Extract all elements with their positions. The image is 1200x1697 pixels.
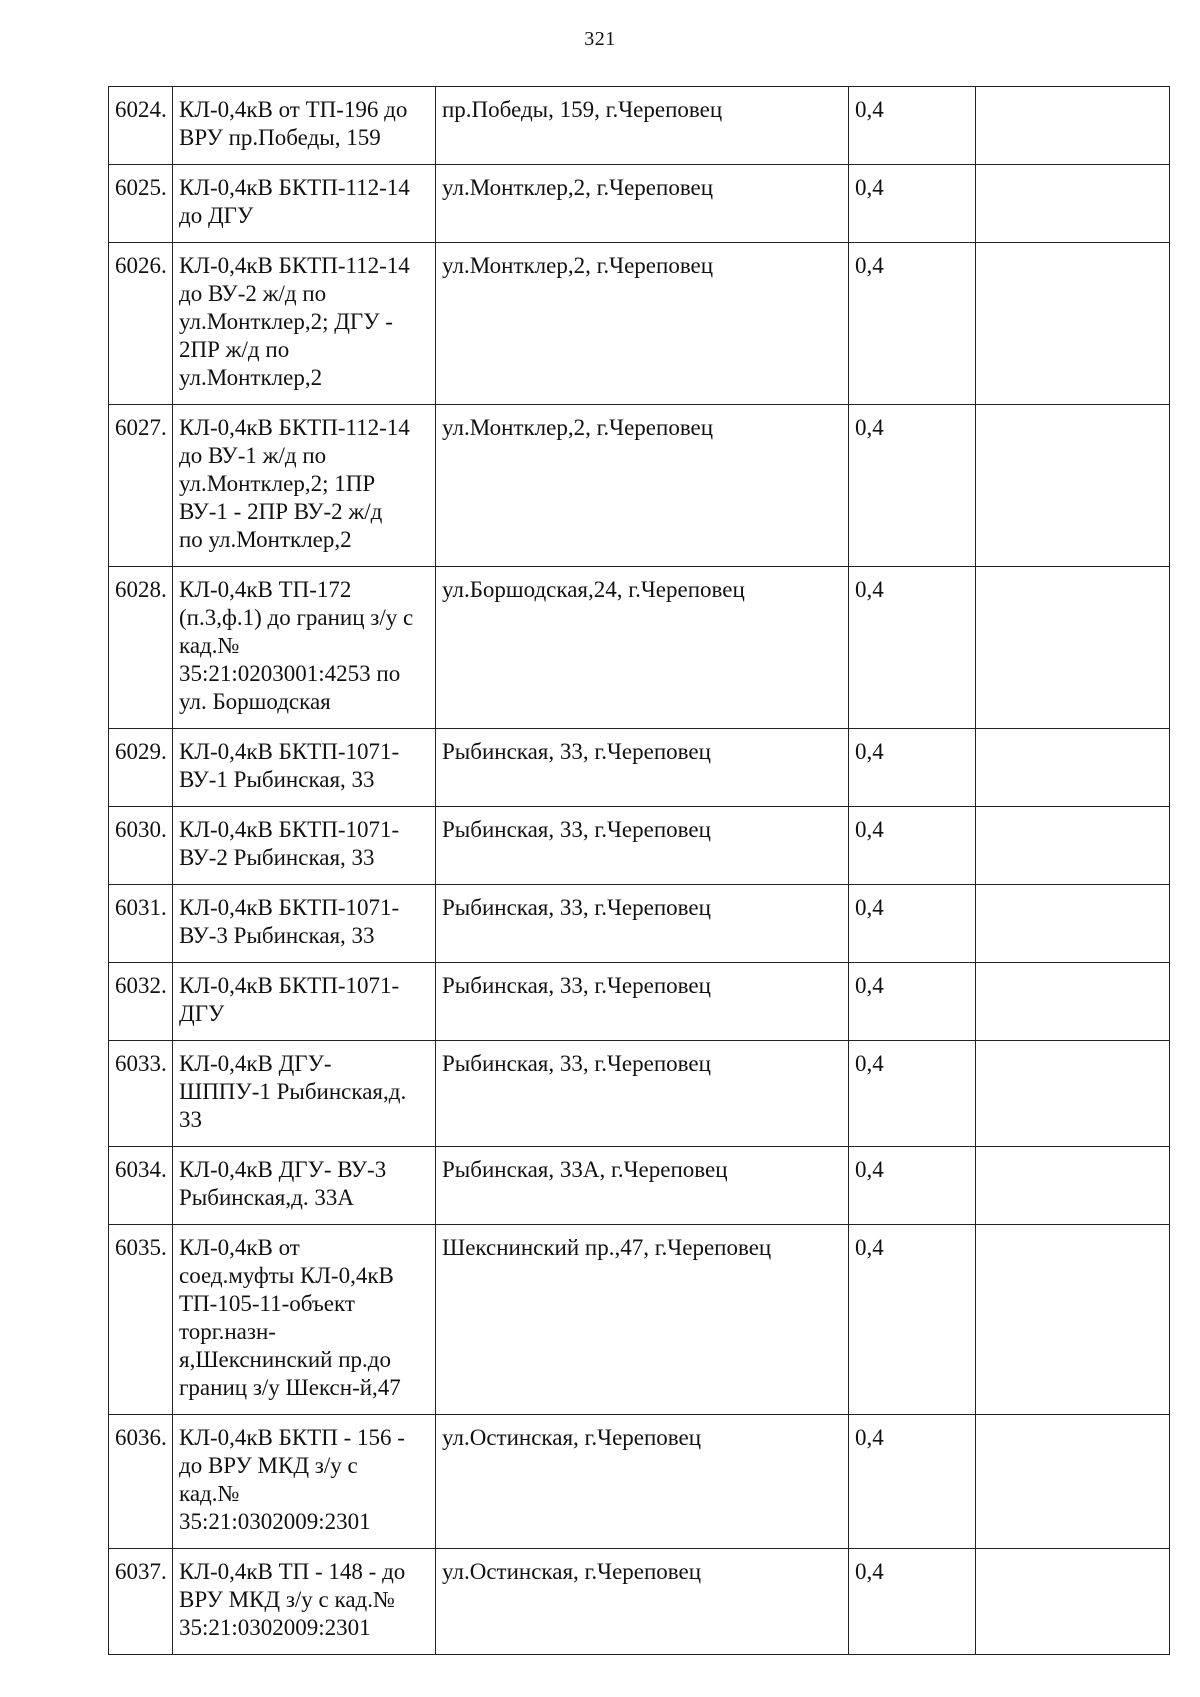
table-row [109,1041,1170,1147]
line-extra [976,87,1170,165]
line-name: КЛ-0,4кВ БКТП-1071- ВУ-1 Рыбинская, 33 [173,729,436,807]
line-voltage: 0,4 [849,885,976,963]
line-voltage: 0,4 [849,963,976,1041]
line-address: Рыбинская, 33, г.Череповец [436,885,849,963]
line-voltage: 0,4 [849,1041,976,1147]
row-number: 6037. [109,1549,173,1655]
line-name: КЛ-0,4кВ от соед.муфты КЛ-0,4кВ ТП-105-11-объект торг.назн- я,Шекснинский пр.до границ з/у Шексн-й,47 [173,1225,436,1415]
line-name: КЛ-0,4кВ ТП-172 (п.3,ф.1) до границ з/у с кад.№ 35:21:0203001:4253 по ул. Боршодская [173,567,436,729]
line-voltage: 0,4 [849,807,976,885]
row-number: 6028. [109,567,173,729]
line-extra [976,1225,1170,1415]
line-name: КЛ-0,4кВ БКТП-1071- ВУ-3 Рыбинская, 33 [173,885,436,963]
line-extra [976,1147,1170,1225]
table-row [109,1549,1170,1655]
line-name: КЛ-0,4кВ БКТП - 156 - до ВРУ МКД з/у с кад.№ 35:21:0302009:2301 [173,1415,436,1549]
table-row [109,963,1170,1041]
line-extra [976,405,1170,567]
row-number: 6036. [109,1415,173,1549]
line-voltage: 0,4 [849,243,976,405]
line-address: Шекснинский пр.,47, г.Череповец [436,1225,849,1415]
line-voltage: 0,4 [849,567,976,729]
line-name: КЛ-0,4кВ ТП - 148 - до ВРУ МКД з/у с кад.№ 35:21:0302009:2301 [173,1549,436,1655]
line-voltage: 0,4 [849,1147,976,1225]
line-voltage: 0,4 [849,87,976,165]
row-number: 6027. [109,405,173,567]
table-row [109,405,1170,567]
line-address: пр.Победы, 159, г.Череповец [436,87,849,165]
row-number: 6032. [109,963,173,1041]
line-address: ул.Остинская, г.Череповец [436,1415,849,1549]
line-name: КЛ-0,4кВ БКТП-112-14 до ДГУ [173,165,436,243]
line-extra [976,1549,1170,1655]
line-voltage: 0,4 [849,1415,976,1549]
line-extra [976,963,1170,1041]
line-name: КЛ-0,4кВ БКТП-1071- ДГУ [173,963,436,1041]
table-row [109,1225,1170,1415]
row-number: 6026. [109,243,173,405]
table-body [109,87,1170,1655]
table-row [109,87,1170,165]
line-address: ул.Монтклер,2, г.Череповец [436,243,849,405]
row-number: 6033. [109,1041,173,1147]
table-row [109,567,1170,729]
line-address: Рыбинская, 33, г.Череповец [436,963,849,1041]
line-voltage: 0,4 [849,1549,976,1655]
row-number: 6024. [109,87,173,165]
line-address: Рыбинская, 33, г.Череповец [436,729,849,807]
page-number: 321 [584,28,616,50]
cable-lines-table [108,86,1170,1655]
line-voltage: 0,4 [849,405,976,567]
line-voltage: 0,4 [849,165,976,243]
table-row [109,885,1170,963]
line-voltage: 0,4 [849,729,976,807]
table-row [109,1415,1170,1549]
line-name: КЛ-0,4кВ БКТП-112-14 до ВУ-2 ж/д по ул.Монтклер,2; ДГУ - 2ПР ж/д по ул.Монтклер,2 [173,243,436,405]
line-address: ул.Боршодская,24, г.Череповец [436,567,849,729]
line-address: Рыбинская, 33, г.Череповец [436,1041,849,1147]
line-name: КЛ-0,4кВ ДГУ- ВУ-3 Рыбинская,д. 33А [173,1147,436,1225]
row-number: 6029. [109,729,173,807]
line-extra [976,165,1170,243]
line-extra [976,1041,1170,1147]
line-address: ул.Монтклер,2, г.Череповец [436,405,849,567]
table-row [109,243,1170,405]
line-address: ул.Остинская, г.Череповец [436,1549,849,1655]
line-address: Рыбинская, 33, г.Череповец [436,807,849,885]
table-row [109,807,1170,885]
line-name: КЛ-0,4кВ ДГУ- ШППУ-1 Рыбинская,д. 33 [173,1041,436,1147]
line-extra [976,567,1170,729]
line-extra [976,1415,1170,1549]
line-address: Рыбинская, 33А, г.Череповец [436,1147,849,1225]
row-number: 6034. [109,1147,173,1225]
line-extra [976,729,1170,807]
line-name: КЛ-0,4кВ от ТП-196 до ВРУ пр.Победы, 159 [173,87,436,165]
line-voltage: 0,4 [849,1225,976,1415]
line-extra [976,807,1170,885]
row-number: 6030. [109,807,173,885]
row-number: 6031. [109,885,173,963]
row-number: 6025. [109,165,173,243]
line-extra [976,885,1170,963]
line-extra [976,243,1170,405]
table-row [109,1147,1170,1225]
line-name: КЛ-0,4кВ БКТП-112-14 до ВУ-1 ж/д по ул.Монтклер,2; 1ПР ВУ-1 - 2ПР ВУ-2 ж/д по ул.Монтклер,2 [173,405,436,567]
row-number: 6035. [109,1225,173,1415]
table-row [109,729,1170,807]
line-name: КЛ-0,4кВ БКТП-1071- ВУ-2 Рыбинская, 33 [173,807,436,885]
line-address: ул.Монтклер,2, г.Череповец [436,165,849,243]
table-row [109,165,1170,243]
